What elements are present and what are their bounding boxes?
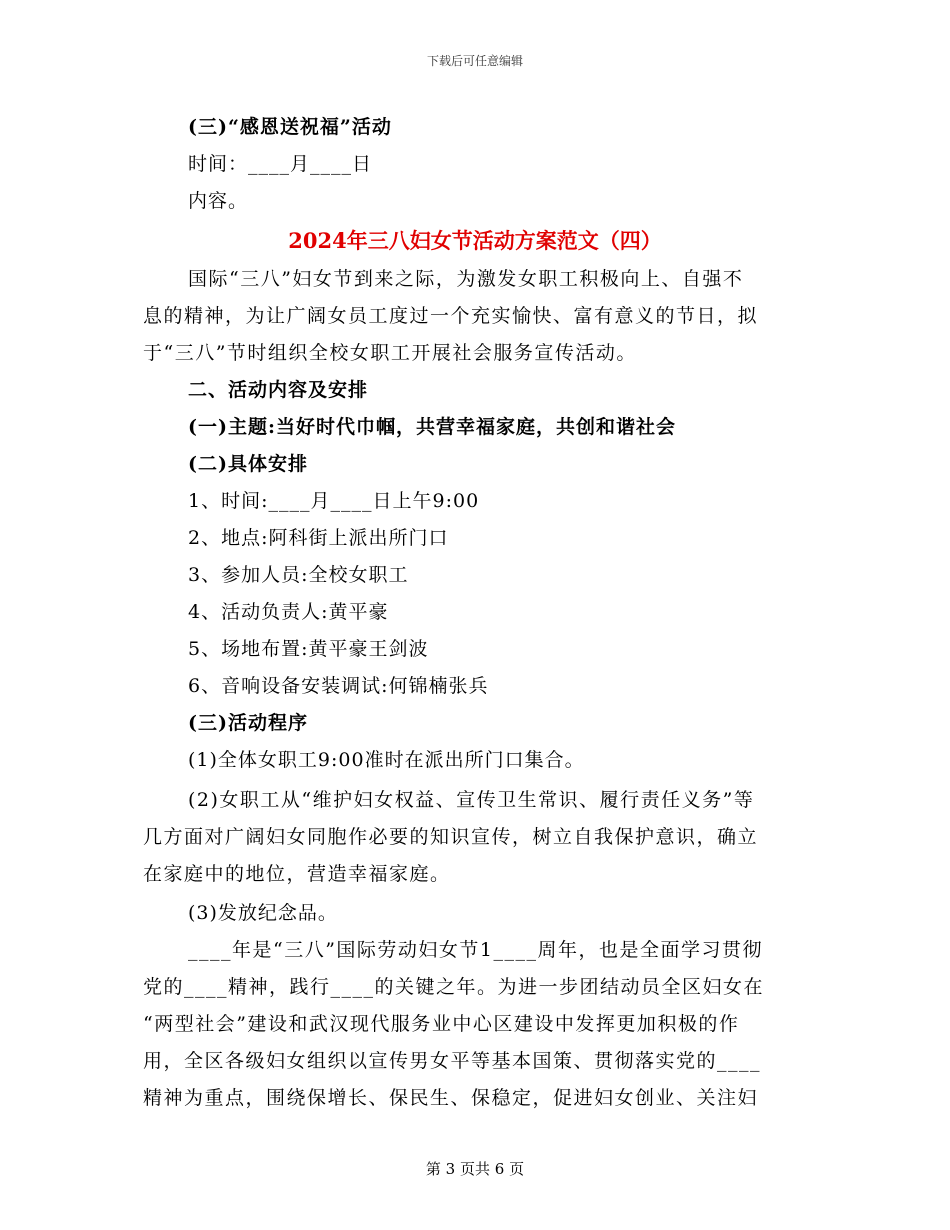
section-heading-activity: 二、活动内容及安排 bbox=[188, 379, 369, 401]
closing-line: ____年是“三八”国际劳动妇女节1____周年，也是全面学习贯彻 bbox=[188, 939, 764, 961]
theme-line: (一)主题:当好时代巾帼，共营幸福家庭，共创和谐社会 bbox=[188, 416, 676, 438]
document-title: 2024年三八妇女节活动方案范文（四） bbox=[288, 228, 662, 253]
closing-line: 用，全区各级妇女组织以宣传男女平等基本国策、贯彻落实党的____ bbox=[143, 1050, 762, 1072]
program-step: (1)全体女职工9:00准时在派出所门口集合。 bbox=[188, 749, 585, 771]
section-heading-gratitude: (三)“感恩送祝福”活动 bbox=[188, 116, 392, 138]
intro-line: 于“三八”节时组织全校女职工开展社会服务宣传活动。 bbox=[143, 342, 637, 364]
closing-line: 党的____精神，践行____的关键之年。为进一步团结动员全区妇女在 bbox=[143, 976, 765, 998]
arrangement-heading: (二)具体安排 bbox=[188, 453, 308, 475]
intro-line: 国际“三八”妇女节到来之际，为激发女职工积极向上、自强不 bbox=[188, 268, 744, 290]
arrangement-item: 3、参加人员:全校女职工 bbox=[188, 564, 409, 586]
closing-line: 精神为重点，围绕保增长、保民生、保稳定，促进妇女创业、关注妇 bbox=[143, 1087, 759, 1109]
time-line: 时间：____月____日 bbox=[188, 153, 373, 175]
program-heading: (三)活动程序 bbox=[188, 712, 308, 734]
arrangement-item: 5、场地布置:黄平豪王剑波 bbox=[188, 638, 429, 660]
content-line: 内容。 bbox=[188, 190, 249, 212]
arrangement-item: 4、活动负责人:黄平豪 bbox=[188, 601, 389, 623]
closing-line: “两型社会”建设和武汉现代服务业中心区建设中发挥更加积极的作 bbox=[143, 1013, 740, 1035]
program-step-line: (2)女职工从“维护妇女权益、宣传卫生常识、履行责任义务”等 bbox=[188, 789, 755, 811]
program-step-line: 几方面对广阔妇女同胞作必要的知识宣传，树立自我保护意识，确立 bbox=[143, 826, 759, 848]
header-note: 下载后可任意编辑 bbox=[426, 54, 523, 68]
program-step: (3)发放纪念品。 bbox=[188, 902, 338, 924]
arrangement-item: 2、地点:阿科街上派出所门口 bbox=[188, 527, 449, 549]
page-footer: 第 3 页共 6 页 bbox=[425, 1160, 525, 1178]
arrangement-item: 6、音响设备安装调试:何锦楠张兵 bbox=[188, 675, 489, 697]
program-step-line: 在家庭中的地位，营造幸福家庭。 bbox=[143, 863, 451, 885]
arrangement-item: 1、时间:____月____日上午9:00 bbox=[188, 490, 480, 512]
intro-line: 息的精神，为让广阔女员工度过一个充实愉快、富有意义的节日，拟 bbox=[143, 305, 759, 327]
